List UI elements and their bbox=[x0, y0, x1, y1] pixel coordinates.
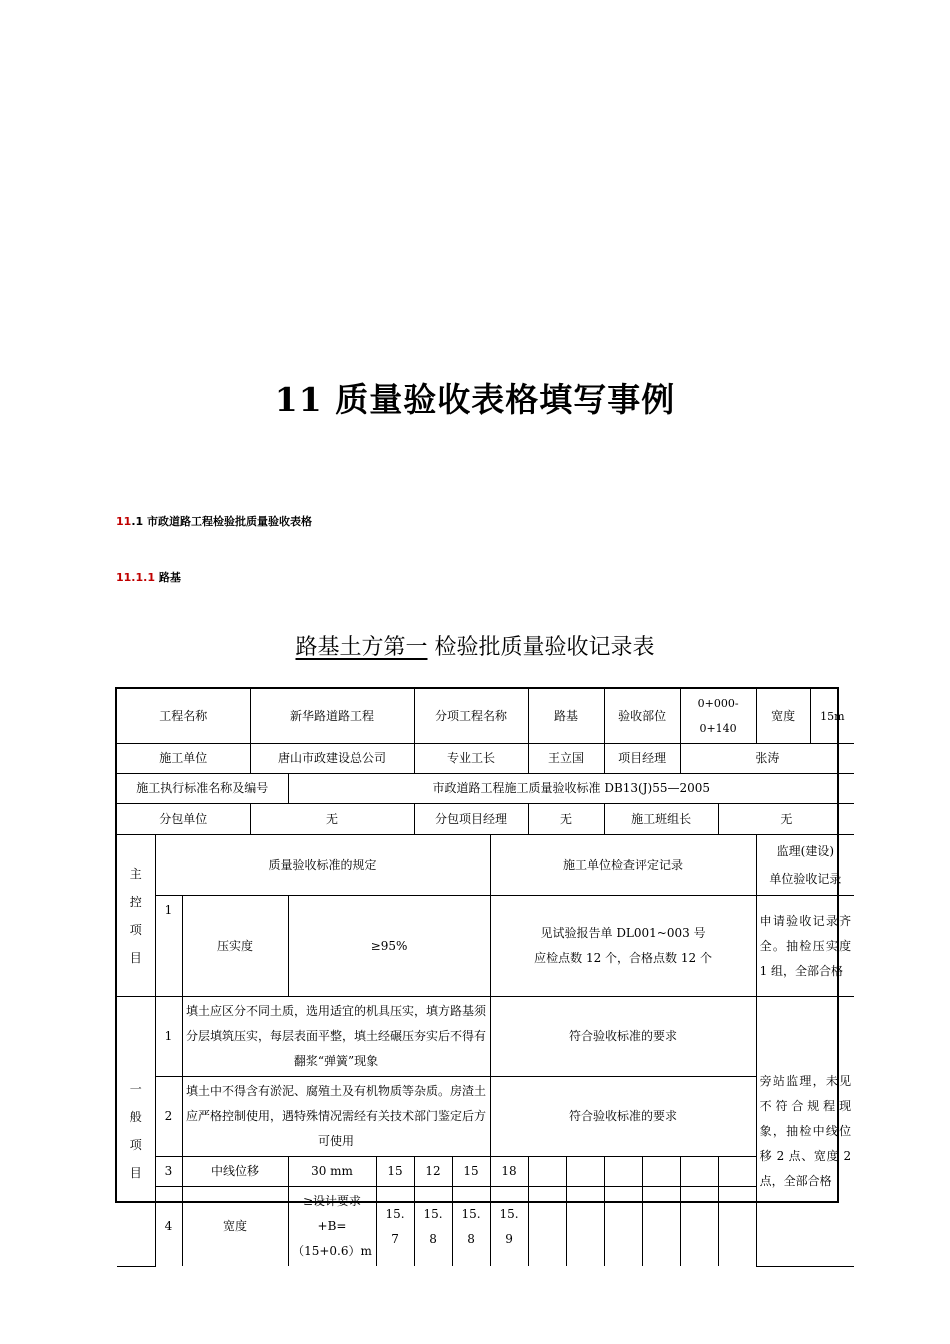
acceptance-record-table bbox=[115, 687, 852, 1258]
pm-value: 张涛 bbox=[680, 744, 854, 774]
main-item-name: 压实度 bbox=[182, 896, 288, 997]
general-item-check: 符合验收标准的要求 bbox=[490, 997, 756, 1077]
measured-item-spec: 30 mm bbox=[288, 1157, 376, 1187]
sub-pm-label: 分包项目经理 bbox=[414, 804, 528, 835]
measured-value: 15. 7 bbox=[376, 1187, 414, 1267]
general-item-check: 符合验收标准的要求 bbox=[490, 1077, 756, 1157]
width-label: 宽度 bbox=[756, 689, 810, 744]
measured-value: 15 bbox=[452, 1157, 490, 1187]
general-supervision-record: 旁站监理，未见不符合规程现象，抽检中线位移 2 点、宽度 2 点，全部合格 bbox=[756, 997, 854, 1267]
project-name-label: 工程名称 bbox=[117, 689, 250, 744]
measured-value: 15. 8 bbox=[414, 1187, 452, 1267]
foreman-label: 专业工长 bbox=[414, 744, 528, 774]
team-leader-value: 无 bbox=[718, 804, 854, 835]
measured-value bbox=[680, 1187, 718, 1267]
team-leader-label: 施工班组长 bbox=[604, 804, 718, 835]
measured-item-name: 中线位移 bbox=[182, 1157, 288, 1187]
main-item-number: 1 bbox=[155, 896, 182, 997]
measured-value: 18 bbox=[490, 1157, 528, 1187]
sub-project-value: 路基 bbox=[528, 689, 604, 744]
measured-value: 15. 8 bbox=[452, 1187, 490, 1267]
measured-value bbox=[528, 1157, 566, 1187]
record-table bbox=[117, 689, 854, 1267]
measured-item-name: 宽度 bbox=[182, 1187, 288, 1267]
general-item-number: 2 bbox=[155, 1077, 182, 1157]
contractor-label: 施工单位 bbox=[117, 744, 250, 774]
pm-label: 项目经理 bbox=[604, 744, 680, 774]
general-item-number: 1 bbox=[155, 997, 182, 1077]
supervision-header: 监理(建设) 单位验收记录 bbox=[756, 835, 854, 896]
measured-value: 12 bbox=[414, 1157, 452, 1187]
section-heading-2 bbox=[116, 569, 181, 585]
measured-value bbox=[528, 1187, 566, 1267]
subcontractor-label: 分包单位 bbox=[117, 804, 250, 835]
foreman-value: 王立国 bbox=[528, 744, 604, 774]
main-control-group-label: 主 控 项 目 bbox=[117, 835, 155, 997]
measured-value bbox=[642, 1187, 680, 1267]
main-item-check-record: 见试验报告单 DL001~003 号 应检点数 12 个，合格点数 12 个 bbox=[490, 896, 756, 997]
section-number: 11 bbox=[116, 515, 132, 528]
main-item-supervision-record: 申请验收记录齐全。抽检压实度 1 组，全部合格 bbox=[756, 896, 854, 997]
sub-project-label: 分项工程名称 bbox=[414, 689, 528, 744]
section-heading-1 bbox=[116, 513, 312, 529]
measured-value bbox=[566, 1157, 604, 1187]
general-item-text: 填土中不得含有淤泥、腐殖土及有机物质等杂质。房渣土应严格控制使用，遇特殊情况需经有关技术部门鉴定后方可使用 bbox=[182, 1077, 490, 1157]
main-item-spec: ≥95% bbox=[288, 896, 490, 997]
document-title: 11 质量验收表格填写事例 bbox=[274, 380, 676, 419]
measured-value bbox=[718, 1157, 756, 1187]
acceptance-part-value: 0+000-0+140 bbox=[680, 689, 756, 744]
section-number: 11.1.1 bbox=[116, 571, 155, 584]
check-header: 施工单位检查评定记录 bbox=[490, 835, 756, 896]
subcontractor-value: 无 bbox=[250, 804, 414, 835]
standard-value: 市政道路工程施工质量验收标准 DB13(J)55—2005 bbox=[288, 774, 854, 804]
measured-value bbox=[718, 1187, 756, 1267]
measured-item-spec: ≥设计要求 +B=（15+0.6）m bbox=[288, 1187, 376, 1267]
measured-value bbox=[604, 1187, 642, 1267]
measured-value bbox=[604, 1157, 642, 1187]
section-text: .1 市政道路工程检验批质量验收表格 bbox=[131, 515, 312, 528]
contractor-value: 唐山市政建设总公司 bbox=[250, 744, 414, 774]
acceptance-part-label: 验收部位 bbox=[604, 689, 680, 744]
form-title-underlined: 路基土方第一 bbox=[295, 635, 428, 660]
measured-value: 15 bbox=[376, 1157, 414, 1187]
form-title bbox=[0, 630, 950, 661]
measured-value bbox=[642, 1157, 680, 1187]
measured-value bbox=[566, 1187, 604, 1267]
sub-pm-value: 无 bbox=[528, 804, 604, 835]
standard-label: 施工执行标准名称及编号 bbox=[117, 774, 288, 804]
section-text: 路基 bbox=[154, 571, 181, 584]
measured-item-number: 3 bbox=[155, 1157, 182, 1187]
general-item-text: 填土应区分不同土质，选用适宜的机具压实，填方路基须分层填筑压实，每层表面平整，填土经碾压夯实后不得有翻浆“弹簧”现象 bbox=[182, 997, 490, 1077]
measured-value bbox=[680, 1157, 718, 1187]
spec-header: 质量验收标准的规定 bbox=[155, 835, 490, 896]
width-value: 15m bbox=[810, 689, 854, 744]
form-title-rest: 检验批质量验收记录表 bbox=[427, 635, 655, 660]
general-group-label: 一 般 项 目 bbox=[117, 997, 155, 1267]
project-name-value: 新华路道路工程 bbox=[250, 689, 414, 744]
measured-item-number: 4 bbox=[155, 1187, 182, 1267]
measured-value: 15. 9 bbox=[490, 1187, 528, 1267]
